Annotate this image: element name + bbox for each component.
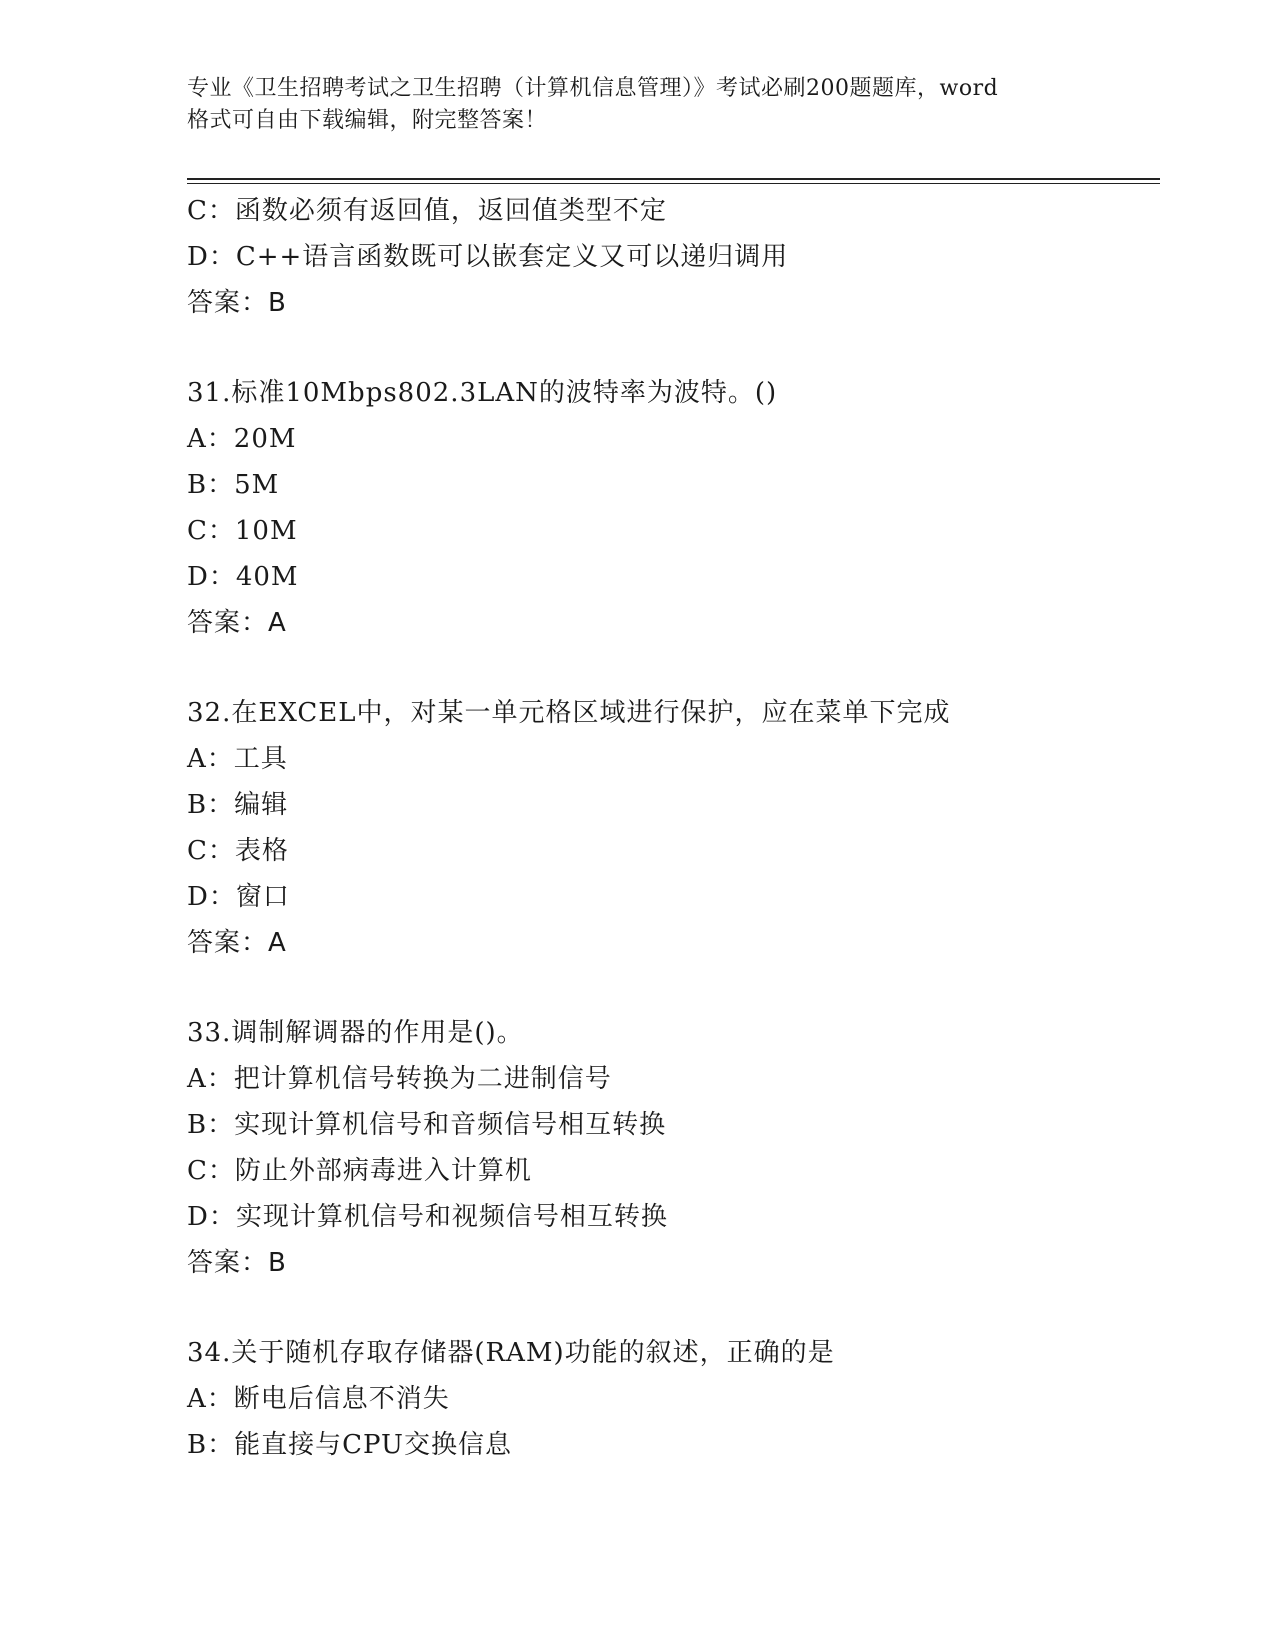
- prev-answer: 答案：B: [187, 288, 287, 318]
- option-b: B：能直接与CPU交换信息: [187, 1430, 512, 1460]
- question-32: [187, 690, 1167, 966]
- option-a: A：把计算机信号转换为二进制信号: [187, 1064, 612, 1094]
- option-a: A：20M: [187, 424, 297, 454]
- question-list: [187, 188, 1167, 1468]
- option-d: D：实现计算机信号和视频信号相互转换: [187, 1202, 668, 1232]
- question-stem: 33.调制解调器的作用是()。: [187, 1018, 524, 1048]
- question-31: [187, 370, 1167, 646]
- answer: 答案：A: [187, 928, 287, 958]
- question-34: [187, 1330, 1167, 1468]
- question-33: [187, 1010, 1167, 1286]
- option-c: C：防止外部病毒进入计算机: [187, 1156, 532, 1186]
- option-b: B：编辑: [187, 790, 289, 820]
- question-stem: 31.标准10Mbps802.3LAN的波特率为波特。(): [187, 378, 778, 408]
- option-d: D：窗口: [187, 882, 290, 912]
- header-divider-thin: [187, 183, 1160, 184]
- question-stem: 34.关于随机存取存储器(RAM)功能的叙述，正确的是: [187, 1338, 835, 1368]
- prev-option-d: D：C++语言函数既可以嵌套定义又可以递归调用: [187, 242, 789, 272]
- header-line-1: 专业《卫生招聘考试之卫生招聘（计算机信息管理）》考试必刷200题题库，word: [187, 76, 999, 101]
- option-c: C：10M: [187, 516, 298, 546]
- option-b: B：5M: [187, 470, 280, 500]
- document-header: [187, 73, 1087, 137]
- header-line-2: 格式可自由下载编辑，附完整答案！: [187, 108, 548, 133]
- question-stem: 32.在EXCEL中，对某一单元格区域进行保护，应在菜单下完成: [187, 698, 951, 728]
- option-a: A：工具: [187, 744, 288, 774]
- option-d: D：40M: [187, 562, 299, 592]
- answer: 答案：B: [187, 1248, 287, 1278]
- prev-option-c: C：函数必须有返回值，返回值类型不定: [187, 196, 667, 226]
- option-c: C：表格: [187, 836, 289, 866]
- answer: 答案：A: [187, 608, 287, 638]
- option-a: A：断电后信息不消失: [187, 1384, 450, 1414]
- header-divider-thick: [187, 178, 1160, 180]
- option-b: B：实现计算机信号和音频信号相互转换: [187, 1110, 667, 1140]
